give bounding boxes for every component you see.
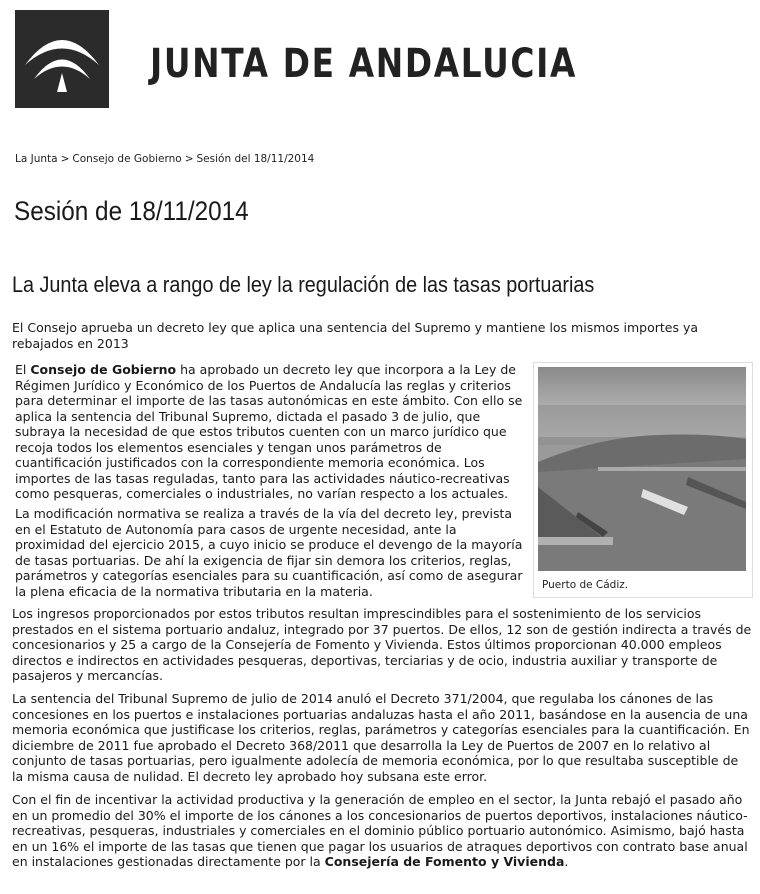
breadcrumb-current: Sesión del 18/11/2014	[196, 153, 315, 165]
text: El	[15, 362, 31, 377]
harbor-image-icon	[538, 367, 746, 571]
consejo-de-gobierno-bold: Consejo de Gobierno	[30, 362, 177, 377]
article-paragraph-4: La sentencia del Tribunal Supremo de julio de 2014 anuló el Decreto 371/2004, que regulaba los cánones de las concesiones en los puertos e instalaciones portuarias andaluzas hasta el año 2011, basándose en la ausencia de una memoria económica que justificase los criterios, reglas, parámetros y categorías esenciales para la cuantificación. En diciembre de 2011 fue aprobado el Decreto 368/2011 que desarrolla la Ley de Puertos de 2007 en lo relativo al conjunto de tasas portuarias, pero igualmente adolecía de memoria económica, por lo que resultaba susceptible de la misma causa de nulidad. El decreto ley aprobado hoy subsana este error.	[12, 691, 750, 784]
article-figure	[533, 362, 753, 598]
article-paragraph-5	[12, 792, 752, 870]
breadcrumb	[15, 153, 314, 165]
text: .	[564, 854, 569, 869]
logo-arches-icon	[15, 10, 109, 108]
puerto-cadiz-photo[interactable]	[538, 367, 746, 571]
consejeria-fomento-bold: Consejería de Fomento y Vivienda	[324, 854, 565, 869]
article-subtitle: El Consejo aprueba un decreto ley que aplica una sentencia del Supremo y mantiene los mismos importes ya rebajados en 2013	[12, 320, 699, 351]
junta-andalucia-logo-icon[interactable]	[15, 10, 109, 108]
breadcrumb-separator: >	[184, 153, 194, 165]
figure-caption: Puerto de Cádiz.	[542, 579, 629, 591]
breadcrumb-separator: >	[60, 153, 70, 165]
breadcrumb-consejo-de-gobierno[interactable]: Consejo de Gobierno	[72, 153, 182, 165]
brand-name: JUNTA DE ANDALUCIA	[150, 41, 577, 87]
article-paragraph-3: Los ingresos proporcionados por estos tributos resultan imprescindibles para el sostenimiento de los servicios prestados en el sistema portuario andaluz, integrado por 37 puertos. De ellos, 12 son de gestión indirecta a través de concesionarios y 25 a cargo de la Consejería de Fomento y Vivienda. Estos últimos proporcionan 40.000 empleos directos e indirectos en actividades pesqueras, deportivas, terciarias y de ocio, industria auxiliar y transporte de pasajeros y mercancías.	[12, 606, 752, 683]
page-title: Sesión de 18/11/2014	[14, 196, 249, 226]
article-paragraph-2: La modificación normativa se realiza a través de la vía del decreto ley, prevista en el Estatuto de Autonomía para casos de urgente necesidad, ante la proximidad del ejercicio 2015, a cuyo inicio se produce el devengo de la mayoría de tasas portuarias. De ahí la exigencia de fijar sin demora los criterios, reglas, parámetros y categorías esenciales para su cuantificación, así como de asegurar la plena eficacia de la normativa tributaria en la materia.	[15, 506, 523, 599]
breadcrumb-la-junta[interactable]: La Junta	[15, 153, 58, 165]
article-headline: La Junta eleva a rango de ley la regulación de las tasas portuarias	[12, 272, 595, 297]
article-paragraph-1	[15, 362, 530, 502]
text: Con el fin de incentivar la actividad productiva y la generación de empleo en el sector, la Junta rebajó el pasado año en un promedio del 30% el importe de los cánones a los concesionarios de puertos deportivos, instalaciones náutico-recreativas, pesqueras, industriales y comerciales en el dominio público portuario autonómico. Asimismo, bajó hasta en un 16% el importe de las tasas que tienen que pagar los usuarios de atraques deportivos con contrato base anual en instalaciones gestionadas directamente por la	[12, 792, 748, 869]
text: ha aprobado un decreto ley que incorpora a la Ley de Régimen Jurídico y Económico de los Puertos de Andalucía las reglas y criterios para determinar el importe de las tasas autonómicas en este ámbito. Con ello se aplica la sentencia del Tribunal Supremo, dictada el pasado 3 de julio, que subraya la necesidad de que estos tributos cuenten con un marco jurídico que recoja todos los elementos esenciales y tengan unos parámetros de cuantificación justificados con la correspondiente memoria económica. Los importes de las tasas reguladas, tanto para las actividades náutico-recreativas como pesqueras, comerciales o industriales, no varían respecto a los actuales.	[15, 362, 523, 501]
